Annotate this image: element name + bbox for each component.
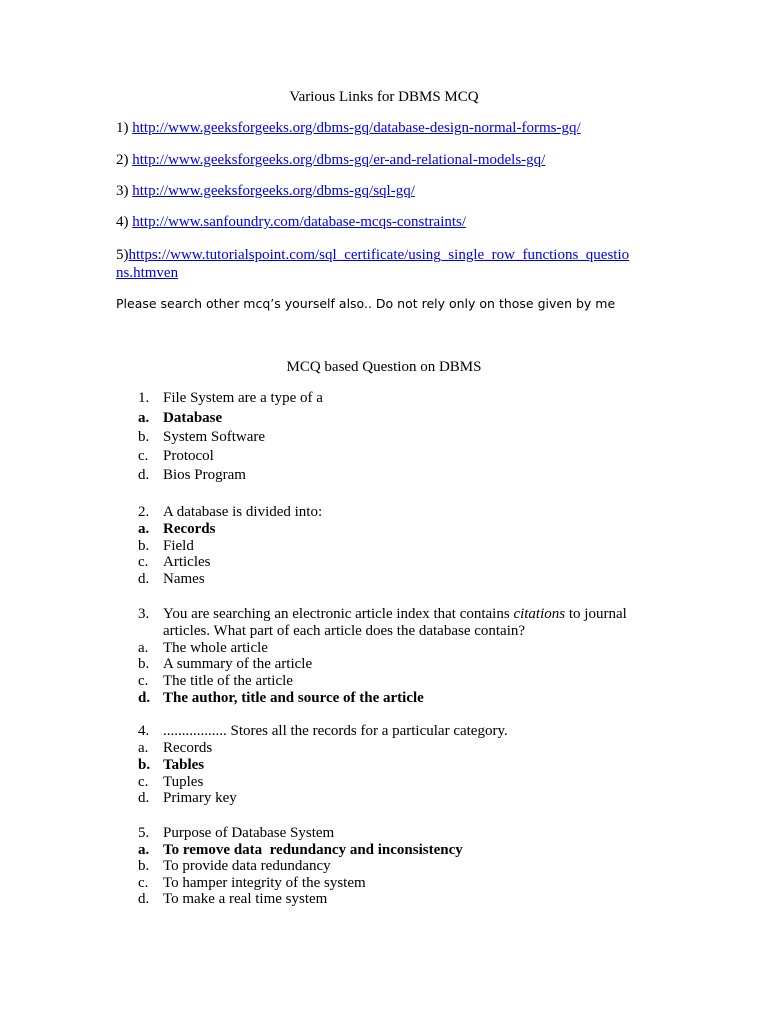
link-line-4 [116,213,466,231]
link-line-3 [116,182,415,200]
link-prefix: 5) [116,247,129,263]
option-letter: b. [138,429,150,445]
link-geeksforgeeks-normal-forms[interactable]: http://www.geeksforgeeks.org/dbms-gq/database-design-normal-forms-gq/ [132,120,581,136]
link-geeksforgeeks-sql[interactable]: http://www.geeksforgeeks.org/dbms-gq/sql-gq/ [132,183,415,199]
option-1c [138,448,214,465]
option-text: Field [163,538,194,554]
option-text: Database [163,410,223,426]
option-5d [138,891,327,908]
option-letter: c. [138,448,149,464]
question-text-part: You are searching an electronic article index that contains [163,606,514,622]
search-note: Please search other mcq’s yourself also.. Do not rely only on those given by me [116,296,616,311]
option-4a [138,740,212,757]
question-number: 4. [138,723,150,739]
question-text [163,606,658,640]
question-1 [138,390,658,407]
option-letter: a. [138,842,150,858]
option-text: Records [163,740,213,756]
link-prefix: 3) [116,183,133,199]
question-text: Purpose of Database System [163,825,335,841]
question-4 [138,723,658,740]
question-number: 2. [138,504,150,520]
option-letter: c. [138,875,149,891]
option-text: Names [163,571,205,587]
option-3d [138,690,424,707]
option-3b [138,656,312,673]
option-letter: a. [138,740,149,756]
option-3c [138,673,293,690]
option-4b [138,757,204,774]
option-letter: c. [138,554,149,570]
link-line-1 [116,119,581,137]
option-letter: c. [138,774,149,790]
question-text-part: to journal articles. What part of each article does the database contain? [163,606,627,639]
link-prefix: 4) [116,214,133,230]
option-4d [138,790,237,807]
question-number: 3. [138,606,150,622]
option-text: To remove data redundancy and inconsistency [163,842,463,858]
option-2d [138,571,205,588]
option-2b [138,538,194,555]
option-1a [138,410,222,427]
option-text: Tuples [163,774,204,790]
option-text: To provide data redundancy [163,858,331,874]
option-letter: c. [138,673,149,689]
option-4c [138,774,203,791]
option-letter: a. [138,640,149,656]
link-sanfoundry-constraints[interactable]: http://www.sanfoundry.com/database-mcqs-constraints/ [132,214,467,230]
option-1d [138,467,246,484]
option-2c [138,554,210,571]
option-5c [138,875,366,892]
option-text: Primary key [163,790,237,806]
option-5b [138,858,331,875]
option-letter: d. [138,790,150,806]
question-3 [138,606,658,640]
option-text: Bios Program [163,467,246,483]
option-text: To make a real time system [163,891,328,907]
option-text: System Software [163,429,266,445]
link-geeksforgeeks-er-models[interactable]: http://www.geeksforgeeks.org/dbms-gq/er-and-relational-models-gq/ [132,152,546,168]
option-text: The title of the article [163,673,293,689]
question-2 [138,504,658,521]
option-letter: b. [138,858,150,874]
question-number: 1. [138,390,150,406]
option-letter: d. [138,571,150,587]
question-text-italic: citations [513,606,566,622]
option-letter: b. [138,538,150,554]
option-text: A summary of the article [163,656,313,672]
link-prefix: 1) [116,120,133,136]
question-text: File System are a type of a [163,390,323,406]
option-letter: b. [138,656,150,672]
link-line-5 [116,246,656,282]
link-line-2 [116,151,545,169]
option-text: Records [163,521,216,537]
option-text: To hamper integrity of the system [163,875,366,891]
link-tutorialspoint-line2[interactable]: ns.htmven [116,265,179,281]
option-letter: a. [138,521,150,537]
option-text: The whole article [163,640,268,656]
link-tutorialspoint-line1[interactable]: https://www.tutorialspoint.com/sql_certificate/using_single_row_functions_questio [128,247,630,263]
links-title: Various Links for DBMS MCQ [289,89,479,105]
link-prefix: 2) [116,152,133,168]
option-3a [138,640,268,657]
option-letter: d. [138,467,150,483]
option-text: Protocol [163,448,214,464]
question-text: A database is divided into: [163,504,323,520]
option-text: Articles [163,554,211,570]
option-letter: b. [138,757,151,773]
mcq-title: MCQ based Question on DBMS [286,359,482,375]
question-5 [138,825,658,842]
option-5a [138,842,463,859]
option-letter: d. [138,891,150,907]
option-2a [138,521,216,538]
option-letter: d. [138,690,151,706]
question-text: ................. Stores all the records for a particular category. [163,723,508,739]
option-text: Tables [163,757,205,773]
option-1b [138,429,265,446]
option-letter: a. [138,410,150,426]
question-number: 5. [138,825,150,841]
option-text: The author, title and source of the article [163,690,424,706]
